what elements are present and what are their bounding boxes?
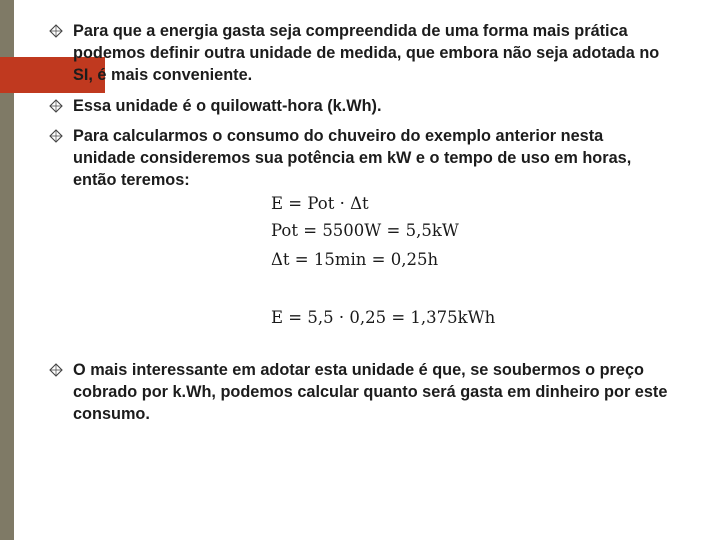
bullet-item-1: [49, 20, 669, 86]
diamond-outline-icon: [49, 99, 63, 113]
diamond-outline-icon: [49, 363, 63, 377]
bullet-item-2: [49, 95, 669, 117]
bullet-text: O mais interessante em adotar esta unidade é que, se soubermos o preço cobrado por k.Wh, podemos calcular quanto será gasta em dinheiro por este consumo.: [73, 361, 668, 423]
bullet-text: Essa unidade é o quilowatt-hora (k.Wh).: [73, 97, 382, 115]
bullet-item-3: [49, 125, 669, 191]
equation-energy: E = Pot · Δt: [271, 194, 369, 213]
equation-time: Δt = 15min = 0,25h: [271, 250, 439, 269]
bullet-text: Para que a energia gasta seja compreendida de uma forma mais prática podemos definir outra unidade de medida, que embora não seja adotada no SI, é mais conveniente.: [73, 22, 660, 84]
bullet-text: Para calcularmos o consumo do chuveiro do exemplo anterior nesta unidade consideremos sua potência em kW e o tempo de uso em horas, então teremos:: [73, 127, 632, 189]
diamond-outline-icon: [49, 24, 63, 38]
diamond-outline-icon: [49, 129, 63, 143]
equation-result: E = 5,5 · 0,25 = 1,375kWh: [271, 308, 496, 327]
equation-power: Pot = 5500W = 5,5kW: [271, 221, 459, 240]
bullet-item-4: [49, 359, 669, 425]
